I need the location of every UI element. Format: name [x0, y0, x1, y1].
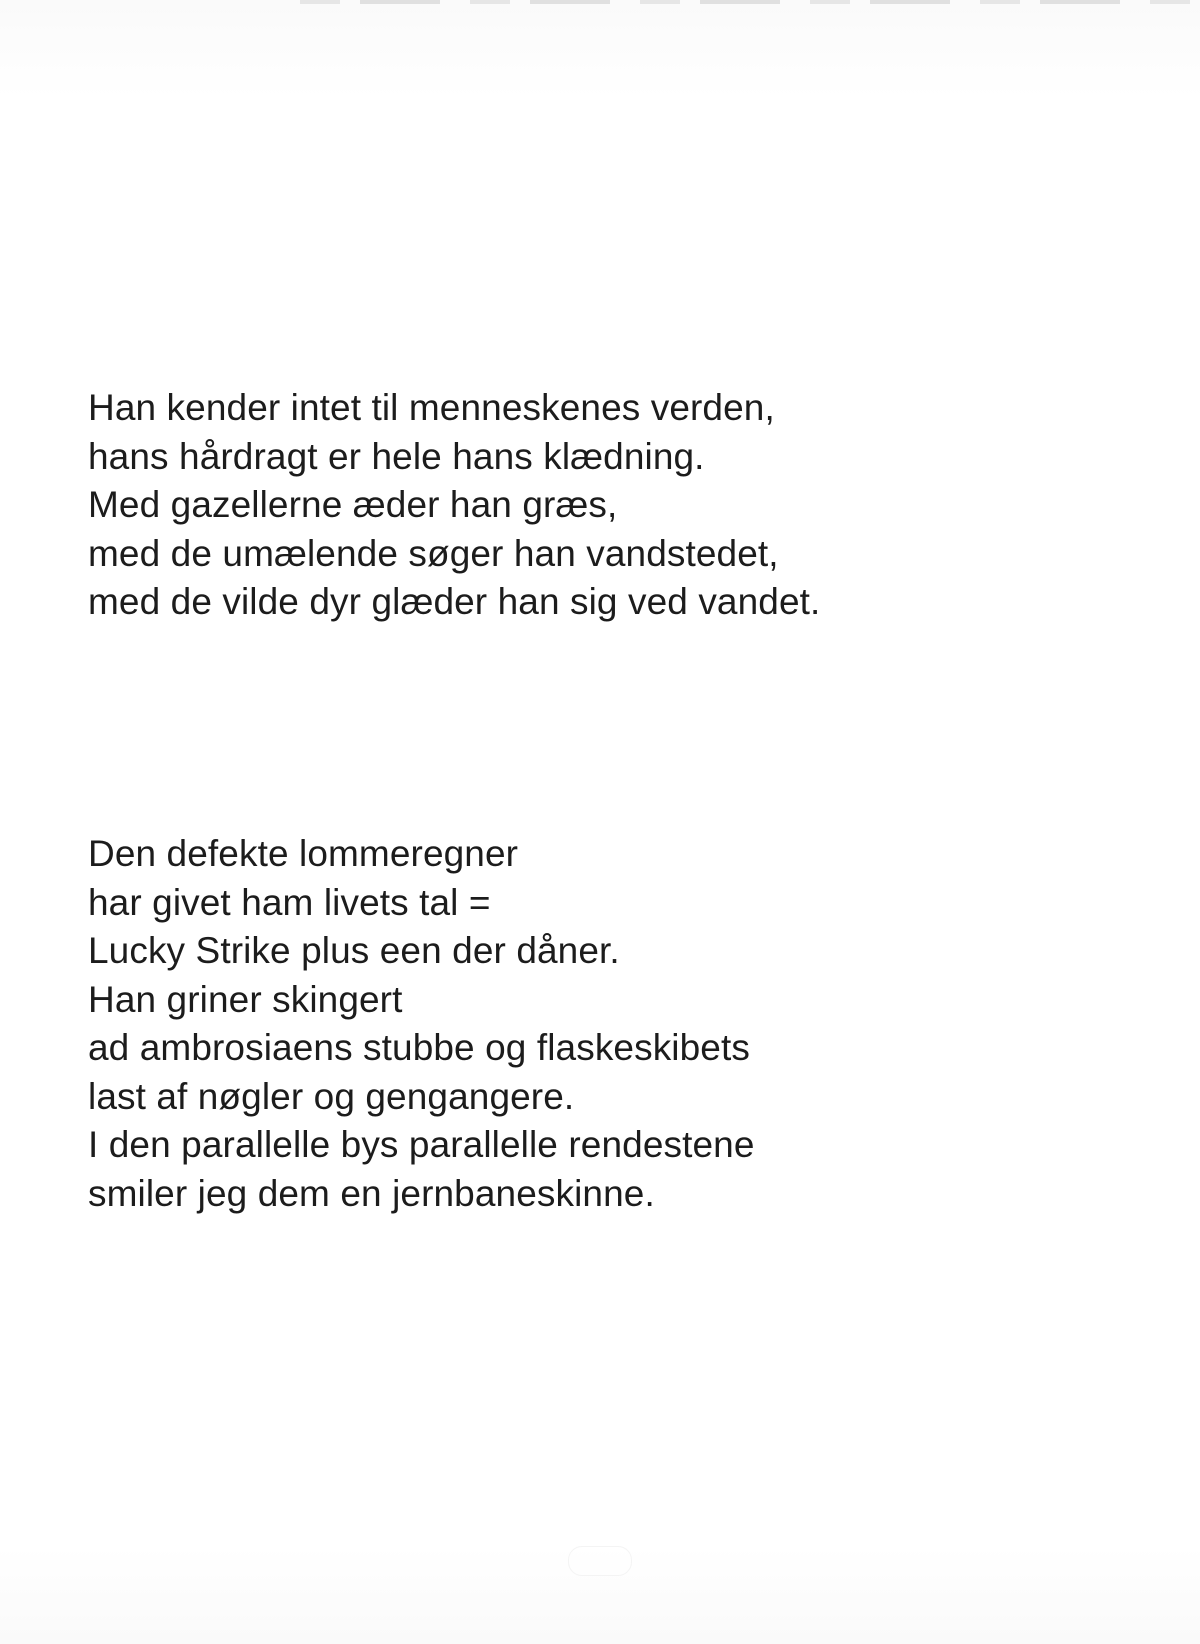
poem-line: I den parallelle bys parallelle rendestene: [88, 1124, 755, 1165]
poem-line: hans hårdragt er hele hans klædning.: [88, 435, 705, 477]
poem-stanza-1: [88, 384, 820, 627]
poem-line: har givet ham livets tal =: [88, 881, 491, 923]
poem-line: Han kender intet til menneskenes verden,: [88, 387, 775, 428]
poem-line: med de umælende søger han vandstedet,: [88, 532, 779, 574]
poem-stanza-2: [88, 830, 755, 1218]
poem-line: Lucky Strike plus een der dåner.: [88, 930, 620, 971]
poem-line: Han griner skingert: [88, 978, 403, 1020]
poem-line: last af nøgler og gengangere.: [88, 1075, 575, 1117]
poem-line: smiler jeg dem en jernbaneskinne.: [88, 1172, 655, 1214]
poem-line: Med gazellerne æder han græs,: [88, 484, 618, 525]
blind-emboss-mark: [568, 1546, 632, 1576]
page-top-edge: [300, 0, 1200, 4]
poem-line: Den defekte lommeregner: [88, 833, 519, 874]
poem-line: med de vilde dyr glæder han sig ved vandet.: [88, 581, 821, 622]
poem-line: ad ambrosiaens stubbe og flaskeskibets: [88, 1027, 750, 1068]
